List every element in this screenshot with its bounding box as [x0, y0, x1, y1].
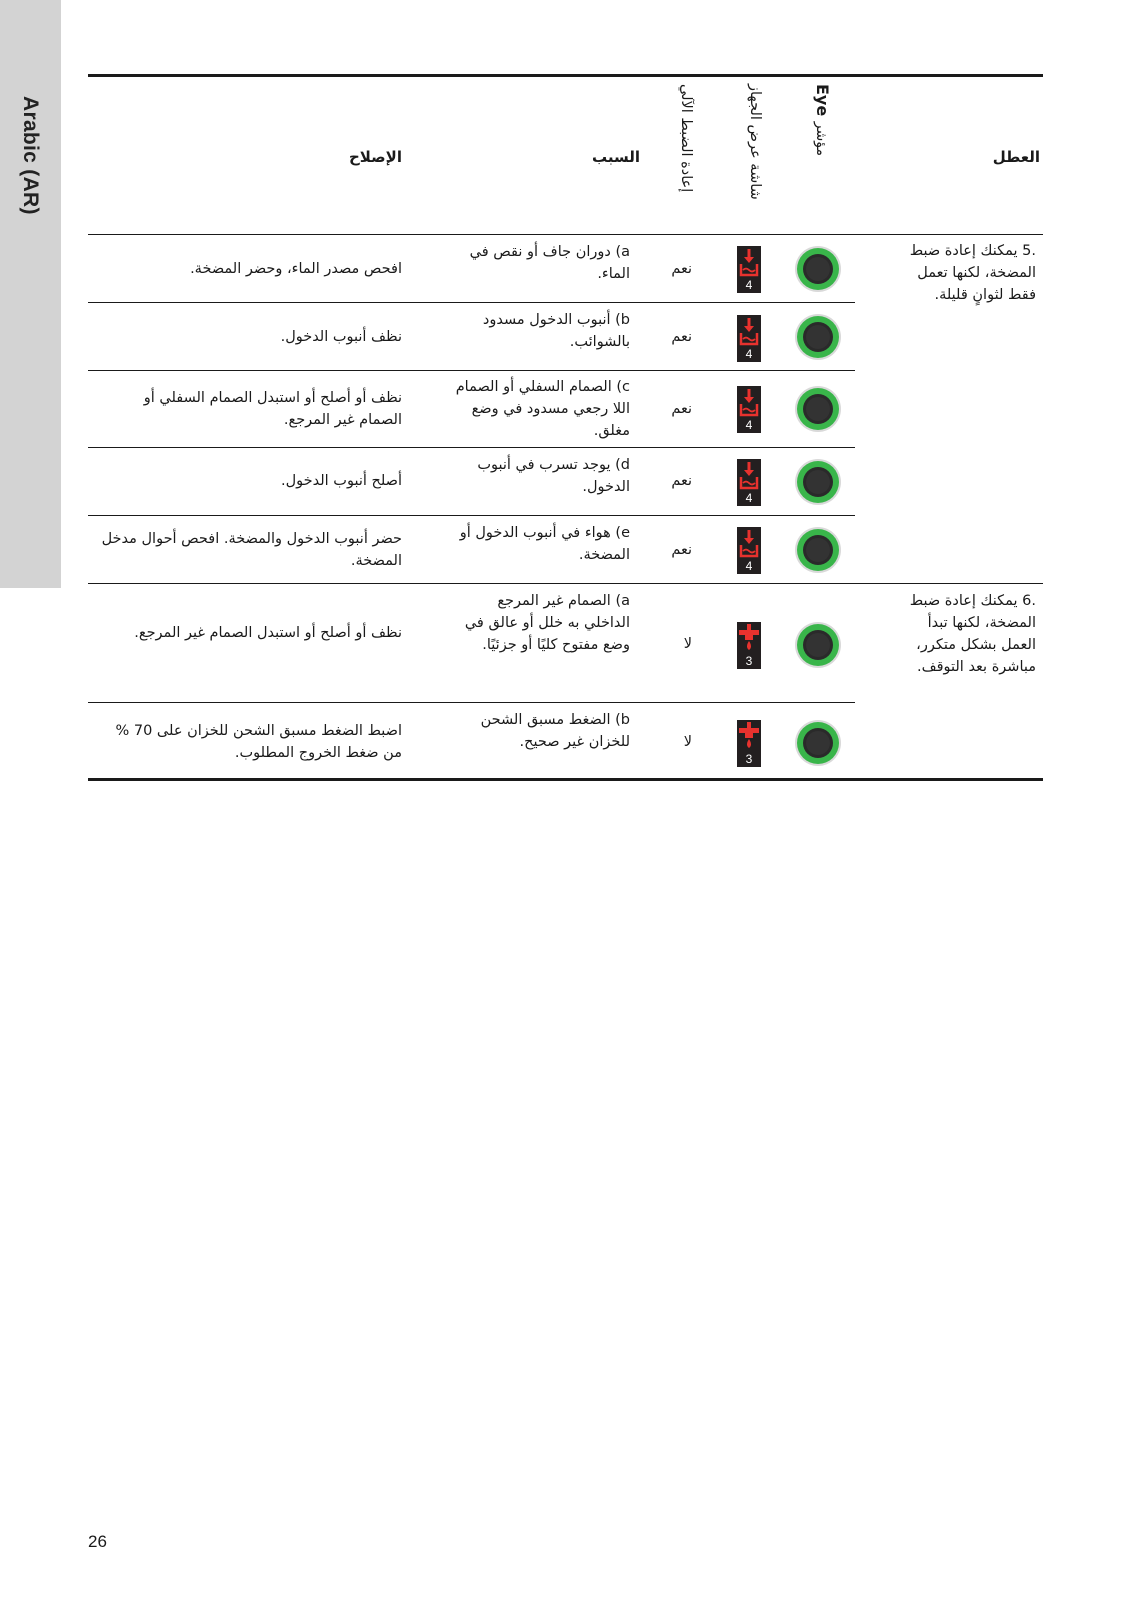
dry-running-icon — [737, 459, 761, 506]
auto-reset-cell: نعم — [671, 473, 692, 489]
auto-reset-cell: لا — [683, 734, 692, 750]
table-top-rule — [88, 74, 1043, 77]
cause-cell: b) الضغط مسبق الشحن للخزان غير صحيح. — [480, 712, 630, 750]
fault-code: 3 — [745, 752, 753, 766]
fault-code: 3 — [745, 654, 753, 668]
remedy-cell: نظف أو أصلح أو استبدل الصمام غير المرجع. — [134, 625, 402, 641]
header-remedy: الإصلاح — [348, 148, 402, 166]
fault-code: 4 — [745, 491, 753, 505]
cause-cell: a) الصمام غير المرجع الداخلي به خلل أو عالق في وضع مفتوح كليًا أو جزئيًا. — [464, 593, 630, 653]
header-display: شاشة عرض الجهاز — [747, 84, 763, 200]
header-fault: العطل — [992, 148, 1040, 166]
header-eye — [811, 84, 832, 156]
remedy-cell: افحص مصدر الماء، وحضر المضخة. — [190, 261, 402, 277]
language-label: Arabic (AR) — [19, 96, 42, 215]
auto-reset-cell: نعم — [671, 401, 692, 417]
eye-indicator-icon — [794, 385, 842, 433]
fault-5: .5 يمكنك إعادة ضبط المضخة، لكنها تعمل فقط لثوانٍ قليلة. — [909, 243, 1036, 303]
fault-code: 4 — [745, 418, 753, 432]
header-auto-reset: إعادة الضبط الآلي — [678, 84, 694, 193]
dry-running-icon — [737, 386, 761, 433]
row-divider — [88, 370, 855, 371]
cause-cell: b) أنبوب الدخول مسدود بالشوائب. — [482, 312, 630, 350]
eye-indicator-icon — [794, 526, 842, 574]
eye-indicator-icon — [794, 719, 842, 767]
dry-running-icon — [737, 315, 761, 362]
cause-cell: c) الصمام السفلي أو الصمام اللا رجعي مسدود في وضع مغلق. — [455, 379, 630, 439]
remedy-cell: اضبط الضغط مسبق الشحن للخزان على 70 % من ضغط الخروج المطلوب. — [115, 723, 402, 761]
row-divider — [88, 702, 855, 703]
cause-cell: a) دوران جاف أو نقص في الماء. — [469, 244, 630, 282]
language-side-tab — [0, 0, 61, 588]
valve-fault-icon — [737, 720, 761, 767]
remedy-cell: حضر أنبوب الدخول والمضخة. افحص أحوال مدخل المضخة. — [101, 531, 402, 569]
auto-reset-cell: نعم — [671, 329, 692, 345]
row-divider — [88, 302, 855, 303]
fault-code: 4 — [745, 347, 753, 361]
row-divider — [88, 515, 855, 516]
remedy-cell: نظف أنبوب الدخول. — [280, 329, 402, 345]
auto-reset-cell: نعم — [671, 542, 692, 558]
eye-indicator-icon — [794, 313, 842, 361]
header-cause: السبب — [591, 148, 640, 166]
remedy-cell: نظف أو أصلح أو استبدل الصمام السفلي أو الصمام غير المرجع. — [143, 390, 402, 428]
row-divider — [88, 447, 855, 448]
eye-indicator-icon — [794, 621, 842, 669]
header-divider — [88, 234, 1043, 235]
fault-6: .6 يمكنك إعادة ضبط المضخة، لكنها تبدأ العمل بشكل متكرر، مباشرة بعد التوقف. — [909, 593, 1036, 675]
group-divider — [88, 583, 1043, 584]
fault-code: 4 — [745, 278, 753, 292]
dry-running-icon — [737, 246, 761, 293]
cause-cell: d) يوجد تسرب في أنبوب الدخول. — [477, 457, 630, 495]
auto-reset-cell: نعم — [671, 261, 692, 277]
eye-indicator-icon — [794, 245, 842, 293]
cause-cell: e) هواء في أنبوب الدخول أو المضخة. — [459, 525, 630, 563]
fault-code: 4 — [745, 559, 753, 573]
valve-fault-icon — [737, 622, 761, 669]
auto-reset-cell: لا — [683, 636, 692, 652]
page-number: 26 — [88, 1532, 107, 1551]
table-bottom-rule — [88, 778, 1043, 781]
header-eye-word: Eye — [813, 84, 832, 117]
remedy-cell: أصلح أنبوب الدخول. — [281, 473, 402, 489]
header-eye-rest: مؤشر — [813, 121, 829, 156]
eye-indicator-icon — [794, 458, 842, 506]
dry-running-icon — [737, 527, 761, 574]
